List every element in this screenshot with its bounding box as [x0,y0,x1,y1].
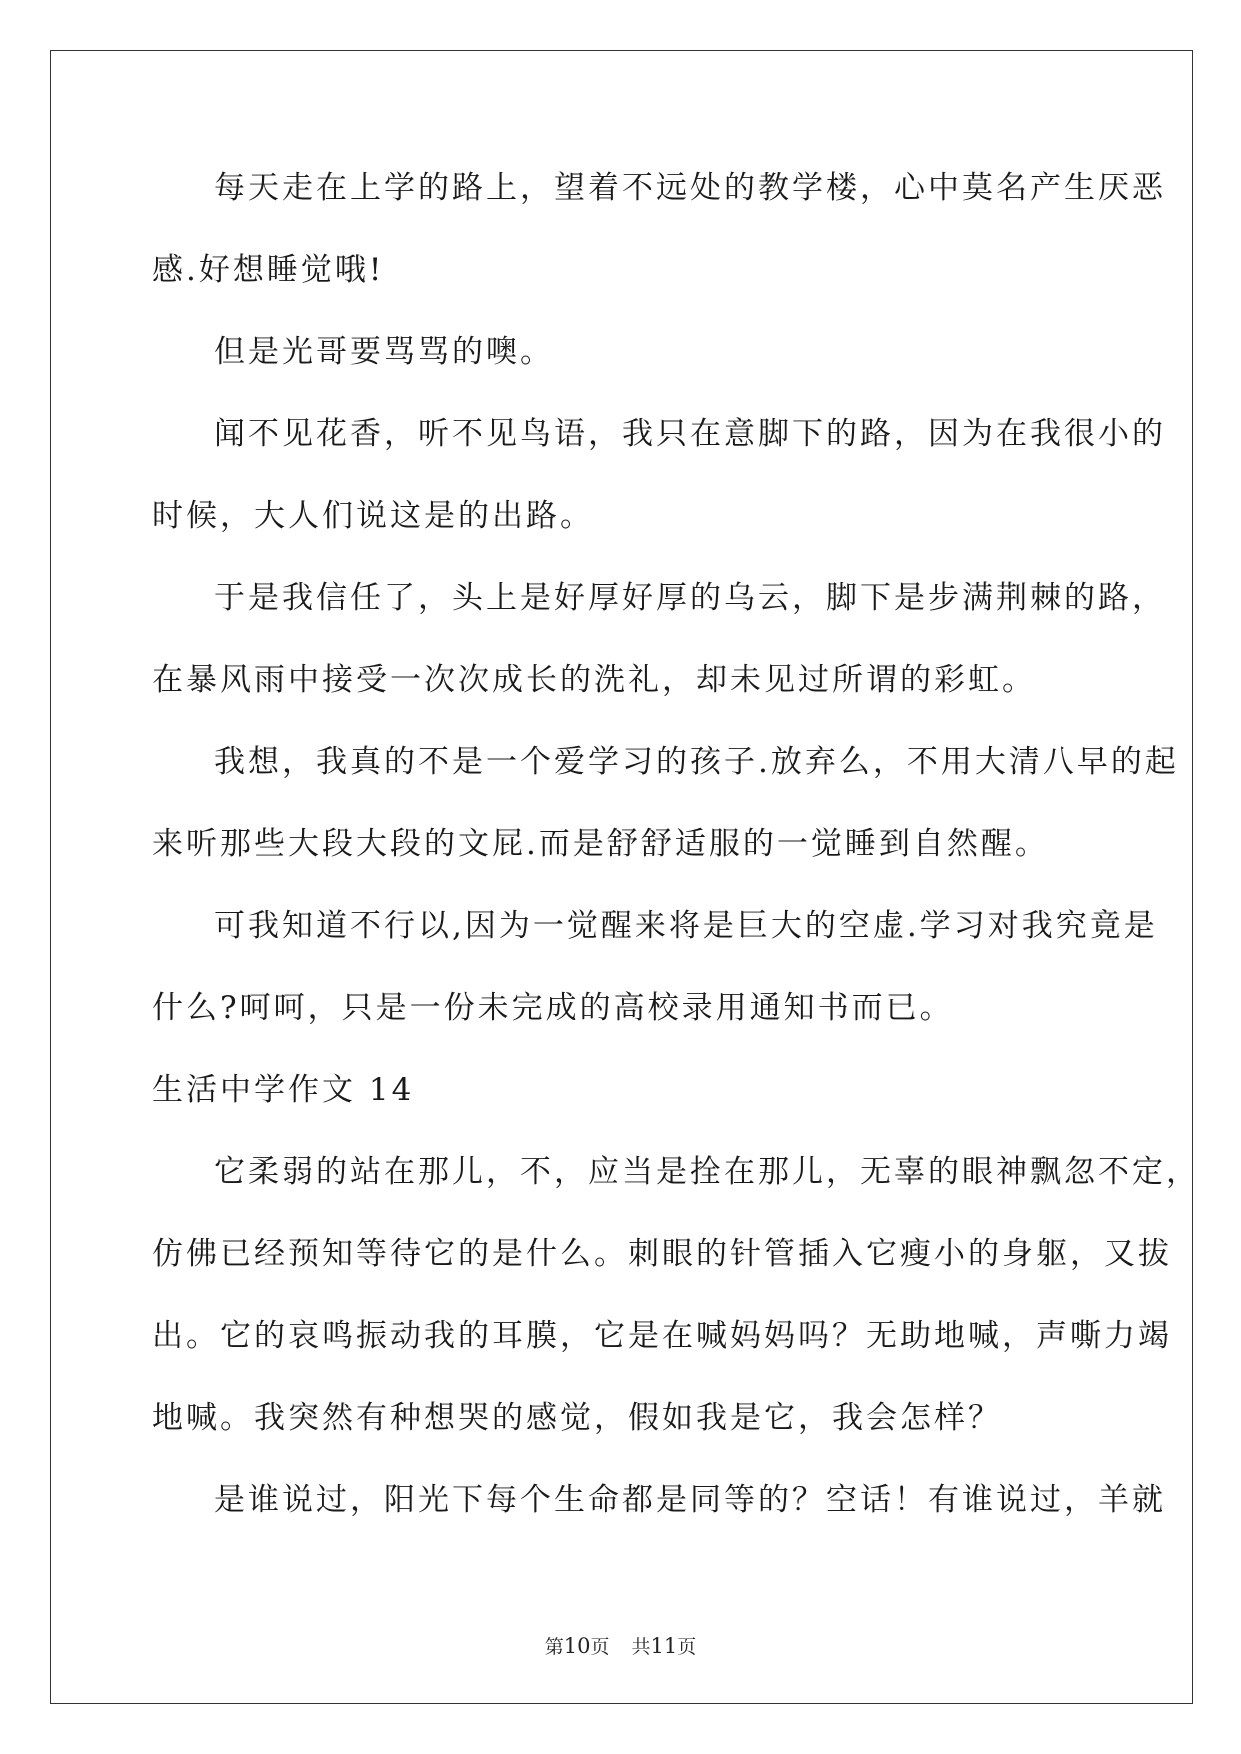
document-body [152,158,1200,1552]
text-line: 什么?呵呵，只是一份未完成的高校录用通知书而已。 [152,990,954,1026]
text-line: 出。它的哀鸣振动我的耳膜，它是在喊妈妈吗？无助地喊，声嘶力竭 [152,1318,1172,1354]
text-line: 感.好想睡觉哦! [152,252,385,288]
text-line: 但是光哥要骂骂的噢。 [214,334,554,370]
text-line: 在暴风雨中接受一次次成长的洗礼，却未见过所谓的彩虹。 [152,662,1036,698]
text-line: 闻不见花香，听不见鸟语，我只在意脚下的路，因为在我很小的 [214,416,1166,452]
text-line: 地喊。我突然有种想哭的感觉，假如我是它，我会怎样？ [152,1400,1002,1436]
page-suffix: 页 [590,1636,610,1658]
total-suffix: 页 [677,1636,697,1658]
page-total: 11 [650,1634,678,1658]
text-line: 可我知道不行以,因为一觉醒来将是巨大的空虚.学习对我究竟是 [214,908,1158,944]
total-prefix: 共 [631,1636,651,1658]
text-line: 它柔弱的站在那儿，不，应当是拴在那儿，无辜的眼神飘忽不定， [214,1154,1200,1190]
text-line: 我想，我真的不是一个爱学习的孩子.放弃么，不用大清八早的起 [214,744,1179,780]
text-line: 仿佛已经预知等待它的是什么。刺眼的针管插入它瘦小的身躯，又拔 [152,1236,1172,1272]
text-line: 每天走在上学的路上，望着不远处的教学楼，心中莫名产生厌恶 [214,170,1166,206]
page-footer [0,1632,1241,1659]
page-prefix: 第 [544,1636,564,1658]
text-line: 于是我信任了，头上是好厚好厚的乌云，脚下是步满荆棘的路， [214,580,1166,616]
text-line: 是谁说过，阳光下每个生命都是同等的？空话！有谁说过，羊就 [214,1482,1166,1518]
text-line: 时候，大人们说这是的出路。 [152,498,594,534]
page-current: 10 [563,1634,591,1658]
text-line: 来听那些大段大段的文屁.而是舒舒适服的一觉睡到自然醒。 [152,826,1049,862]
section-heading: 生活中学作文 14 [152,1072,415,1108]
